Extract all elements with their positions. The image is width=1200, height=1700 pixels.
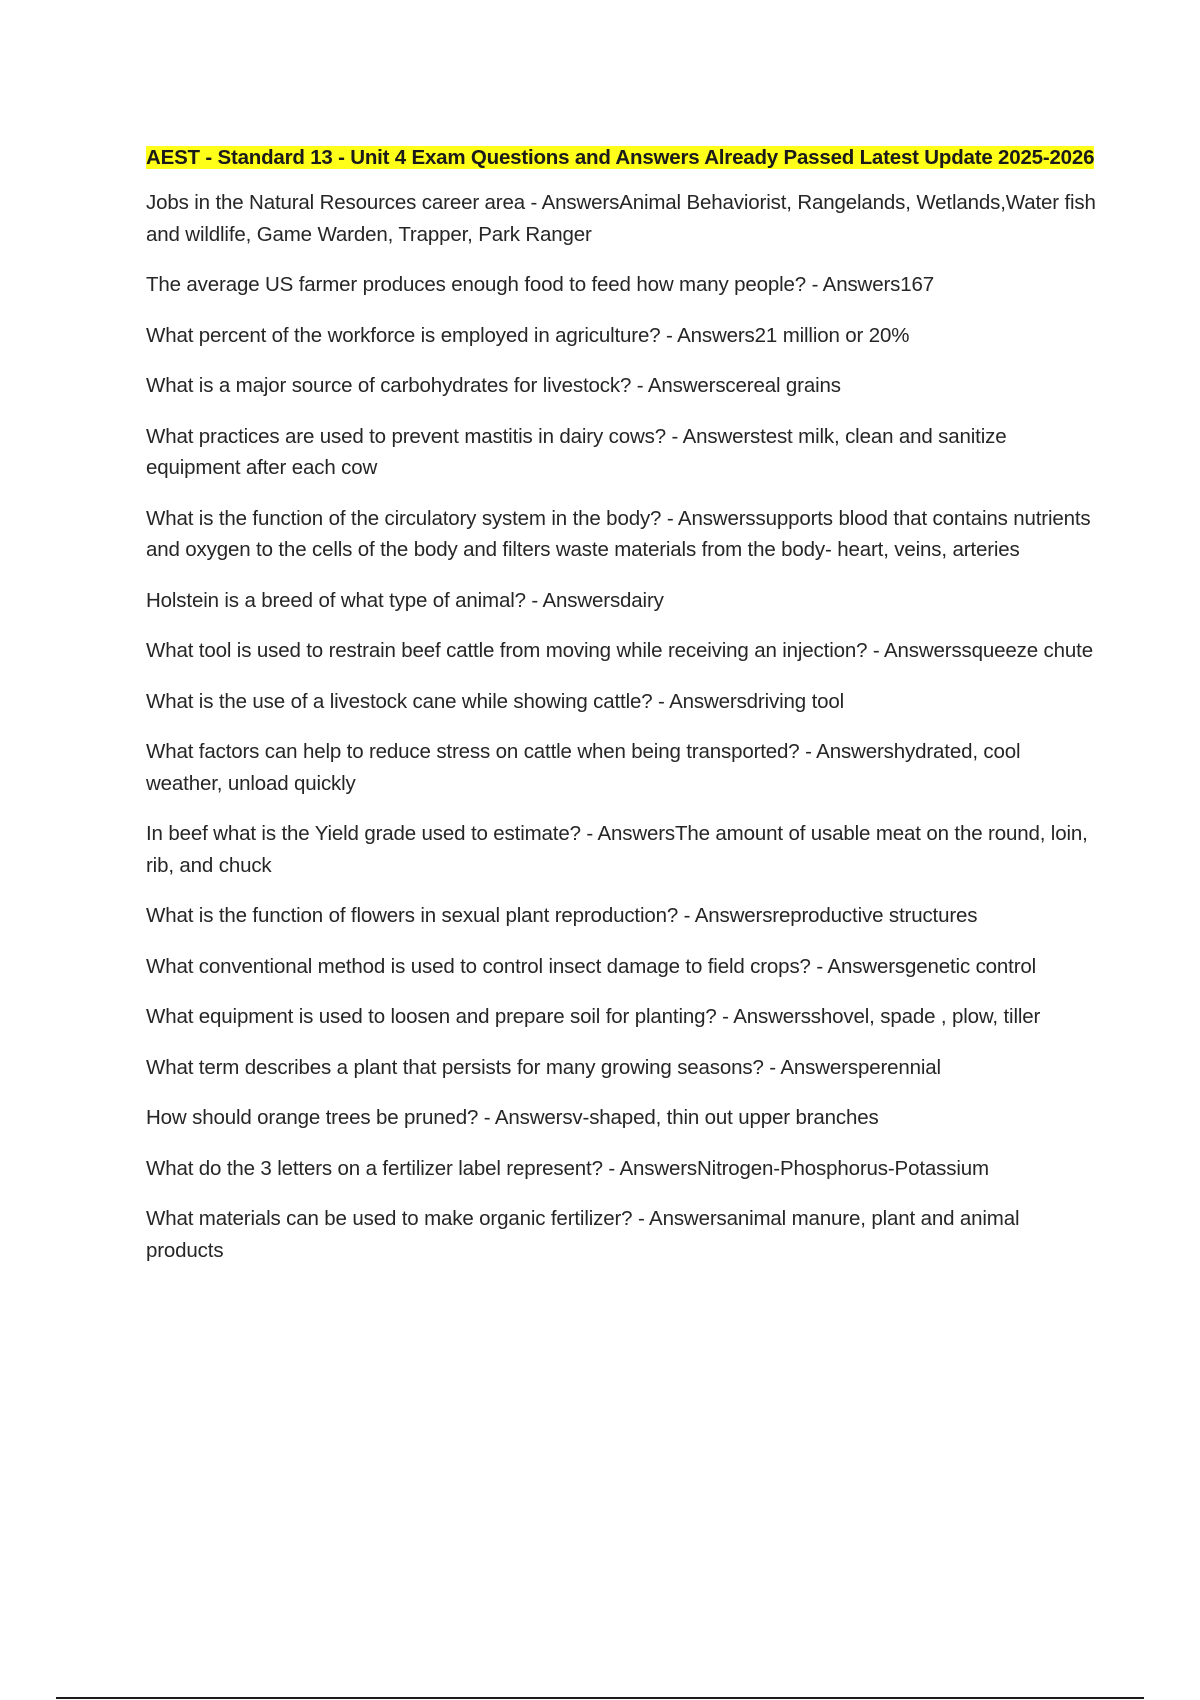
qa-item: Holstein is a breed of what type of animal? - Answersdairy	[146, 588, 664, 612]
qa-item: What is a major source of carbohydrates for livestock? - Answerscereal grains	[146, 374, 841, 397]
qa-list	[146, 187, 1098, 1266]
qa-item: What term describes a plant that persists for many growing seasons? - Answersperennial	[146, 1055, 941, 1079]
qa-item: How should orange trees be pruned? - Answersv-shaped, thin out upper branches	[146, 1106, 879, 1129]
qa-item: What practices are used to prevent mastitis in dairy cows? - Answerstest milk, clean and sanitize equipment after each cow	[146, 424, 1007, 479]
qa-item: What conventional method is used to control insect damage to field crops? - Answersgenetic control	[146, 954, 1037, 978]
qa-item: What is the use of a livestock cane while showing cattle? - Answersdriving tool	[146, 689, 845, 713]
qa-item: What percent of the workforce is employed in agriculture? - Answers21 million or 20%	[146, 323, 910, 347]
footer-divider	[56, 1697, 1144, 1699]
qa-item: In beef what is the Yield grade used to estimate? - AnswersThe amount of usable meat on the round, loin, rib, and chuck	[146, 822, 1088, 877]
document-title-highlight: AEST - Standard 13 - Unit 4 Exam Questions and Answers Already Passed Latest Update 2025-2026	[146, 146, 1095, 169]
qa-item: What is the function of the circulatory system in the body? - Answerssupports blood that contains nutrients and oxygen to the cells of the body and filters waste materials from the body- heart, veins, arteries	[146, 506, 1091, 561]
qa-item: The average US farmer produces enough food to feed how many people? - Answers167	[146, 273, 934, 296]
qa-item: What is the function of flowers in sexual plant reproduction? - Answersreproductive structures	[146, 904, 978, 927]
qa-item: What equipment is used to loosen and prepare soil for planting? - Answersshovel, spade , plow, tiller	[146, 1005, 1041, 1028]
document-title	[146, 142, 1098, 173]
qa-item: What materials can be used to make organic fertilizer? - Answersanimal manure, plant and animal products	[146, 1207, 1020, 1262]
document-content	[146, 142, 1098, 1285]
qa-item: Jobs in the Natural Resources career area - AnswersAnimal Behaviorist, Rangelands, Wetlands,Water fish and wildlife, Game Warden, Trapper, Park Ranger	[146, 191, 1096, 246]
qa-item: What factors can help to reduce stress on cattle when being transported? - Answershydrated, cool weather, unload quickly	[146, 740, 1021, 795]
qa-item: What tool is used to restrain beef cattle from moving while receiving an injection? - Answerssqueeze chute	[146, 639, 1093, 662]
qa-item: What do the 3 letters on a fertilizer label represent? - AnswersNitrogen-Phosphorus-Potassium	[146, 1156, 989, 1180]
